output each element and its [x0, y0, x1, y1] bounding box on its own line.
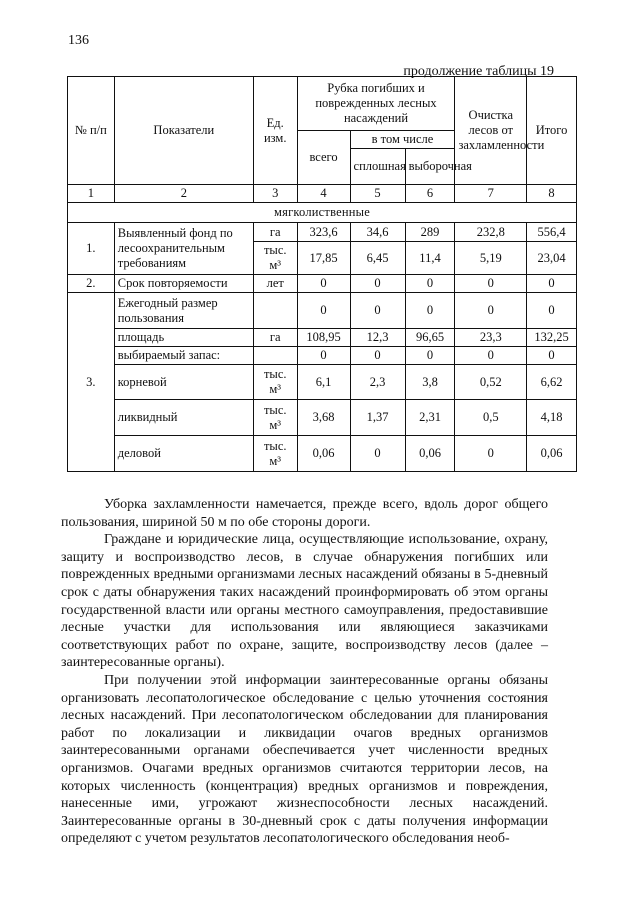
row-num: 1. — [68, 223, 115, 275]
row-num: 3. — [68, 293, 115, 472]
table-cell: 6,1 — [297, 365, 350, 400]
table-cell: 0 — [297, 347, 350, 365]
table-cell: 0,52 — [455, 365, 527, 400]
table-cell: 2,31 — [405, 400, 455, 436]
row-unit: тыс. м³ — [253, 400, 297, 436]
table-cell: 6,62 — [527, 365, 577, 400]
table-row — [68, 347, 577, 365]
header-total: всего — [297, 131, 350, 185]
table-cell: 0 — [350, 436, 405, 472]
table-row — [68, 223, 577, 242]
table-cell: 0 — [350, 293, 405, 329]
table-cell: 0 — [527, 293, 577, 329]
table-row — [68, 275, 577, 293]
table-cell: 3,8 — [405, 365, 455, 400]
table-continuation-caption: продолжение таблицы 19 — [403, 64, 554, 79]
paragraph: Граждане и юридические лица, осуществляющие использование, охрану, защиту и воспроизводство лесов, в случае обнаружения погибших или поврежденных вредными организмами лесных насаждений обязаны в 5-дневный срок с даты обнаружения таких насаждений проинформировать об этом органы государственной власти или органы местного самоуправления, предоставившие лесные участки для использования или являющиеся заказчиками соответствующих работ по охране, защите, воспроизводству лесов (далее – заинтересованные органы). — [61, 532, 548, 671]
paragraph: Уборка захламленности намечается, прежде всего, вдоль дорог общего пользования, шириной 50 м по обе стороны дороги. — [61, 497, 548, 530]
table-cell: 2,3 — [350, 365, 405, 400]
row-unit — [253, 293, 297, 329]
row-unit: тыс. м³ — [253, 436, 297, 472]
column-numbers-row — [68, 185, 577, 203]
table-cell: 34,6 — [350, 223, 405, 242]
header-unit: Ед. изм. — [253, 77, 297, 185]
forest-table — [67, 76, 577, 472]
table-cell: 6,45 — [350, 242, 405, 275]
row-unit: га — [253, 223, 297, 242]
table-cell: 0 — [297, 293, 350, 329]
paragraph: При получении этой информации заинтересованные органы обязаны организовать лесопатологическое обследование с целью уточнения состояния лесных насаждений. При лесопатологическом обследовании для планирования работ по локализации и ликвидации очагов вредных организмов заинтересованными органами обеспечивается учет численности вредных организмов. Очагами вредных организмов считаются территории лесов, на которых численность (концентрация) вредных организмов и повреждения, нанесенные ими, угрожают жизнеспособности лесных насаждений. Заинтересованные органы в 30-дневный срок с даты получения информации определяют с учетом результатов лесопатологического обследования необ- — [61, 672, 548, 847]
table-cell: 0 — [350, 275, 405, 293]
table-cell: 96,65 — [405, 329, 455, 347]
row-unit: тыс. м³ — [253, 242, 297, 275]
table-cell: 0 — [527, 347, 577, 365]
col-number: 2 — [114, 185, 253, 203]
row-label: деловой — [114, 436, 253, 472]
row-num: 2. — [68, 275, 115, 293]
row-label: Выявленный фонд по лесоохранительным требованиям — [114, 223, 253, 275]
table-cell: 232,8 — [455, 223, 527, 242]
table-cell: 0 — [405, 293, 455, 329]
table-cell: 1,37 — [350, 400, 405, 436]
header-clear: сплошная — [350, 149, 405, 185]
row-unit: лет — [253, 275, 297, 293]
col-number: 3 — [253, 185, 297, 203]
col-number: 6 — [405, 185, 455, 203]
body-text — [61, 496, 548, 848]
table-cell: 289 — [405, 223, 455, 242]
row-label: корневой — [114, 365, 253, 400]
table-cell: 0 — [455, 293, 527, 329]
table-cell: 323,6 — [297, 223, 350, 242]
table-cell: 17,85 — [297, 242, 350, 275]
table-cell: 0 — [455, 347, 527, 365]
table-cell: 0 — [455, 436, 527, 472]
table-cell: 0,06 — [405, 436, 455, 472]
page-number: 136 — [68, 33, 89, 48]
table-cell: 0 — [405, 347, 455, 365]
header-felling: Рубка погибших и поврежденных лесных насаждений — [297, 77, 455, 131]
table-row — [68, 293, 577, 329]
col-number: 1 — [68, 185, 115, 203]
table-cell: 12,3 — [350, 329, 405, 347]
row-unit: тыс. м³ — [253, 365, 297, 400]
row-label: Ежегодный размер пользования — [114, 293, 253, 329]
header-including: в том числе — [350, 131, 455, 149]
table-row — [68, 400, 577, 436]
table-cell: 0 — [350, 347, 405, 365]
header-num: № п/п — [68, 77, 115, 185]
header-itogo: Итого — [527, 77, 577, 185]
header-selective: выборочная — [405, 149, 455, 185]
table-row — [68, 436, 577, 472]
col-number: 5 — [350, 185, 405, 203]
table-row — [68, 365, 577, 400]
table-cell: 108,95 — [297, 329, 350, 347]
table-cell: 132,25 — [527, 329, 577, 347]
row-label: Срок повторяемости — [114, 275, 253, 293]
table-cell: 0 — [297, 275, 350, 293]
row-label: ликвидный — [114, 400, 253, 436]
table-cell: 0 — [455, 275, 527, 293]
col-number: 8 — [527, 185, 577, 203]
table-cell: 11,4 — [405, 242, 455, 275]
table-cell: 0,06 — [527, 436, 577, 472]
table-cell: 5,19 — [455, 242, 527, 275]
table-cell: 4,18 — [527, 400, 577, 436]
row-unit — [253, 347, 297, 365]
table-cell: 0 — [527, 275, 577, 293]
row-label: площадь — [114, 329, 253, 347]
table-cell: 0,5 — [455, 400, 527, 436]
table-cell: 0,06 — [297, 436, 350, 472]
table-cell: 3,68 — [297, 400, 350, 436]
header-cleanup: Очистка лесов от захламленности — [455, 77, 527, 185]
table-cell: 556,4 — [527, 223, 577, 242]
col-number: 7 — [455, 185, 527, 203]
table-cell: 23,3 — [455, 329, 527, 347]
section-title: мягколиственные — [68, 203, 577, 223]
table-row — [68, 329, 577, 347]
row-unit: га — [253, 329, 297, 347]
header-indicators: Показатели — [114, 77, 253, 185]
table-cell: 23,04 — [527, 242, 577, 275]
col-number: 4 — [297, 185, 350, 203]
row-label: выбираемый запас: — [114, 347, 253, 365]
table-cell: 0 — [405, 275, 455, 293]
